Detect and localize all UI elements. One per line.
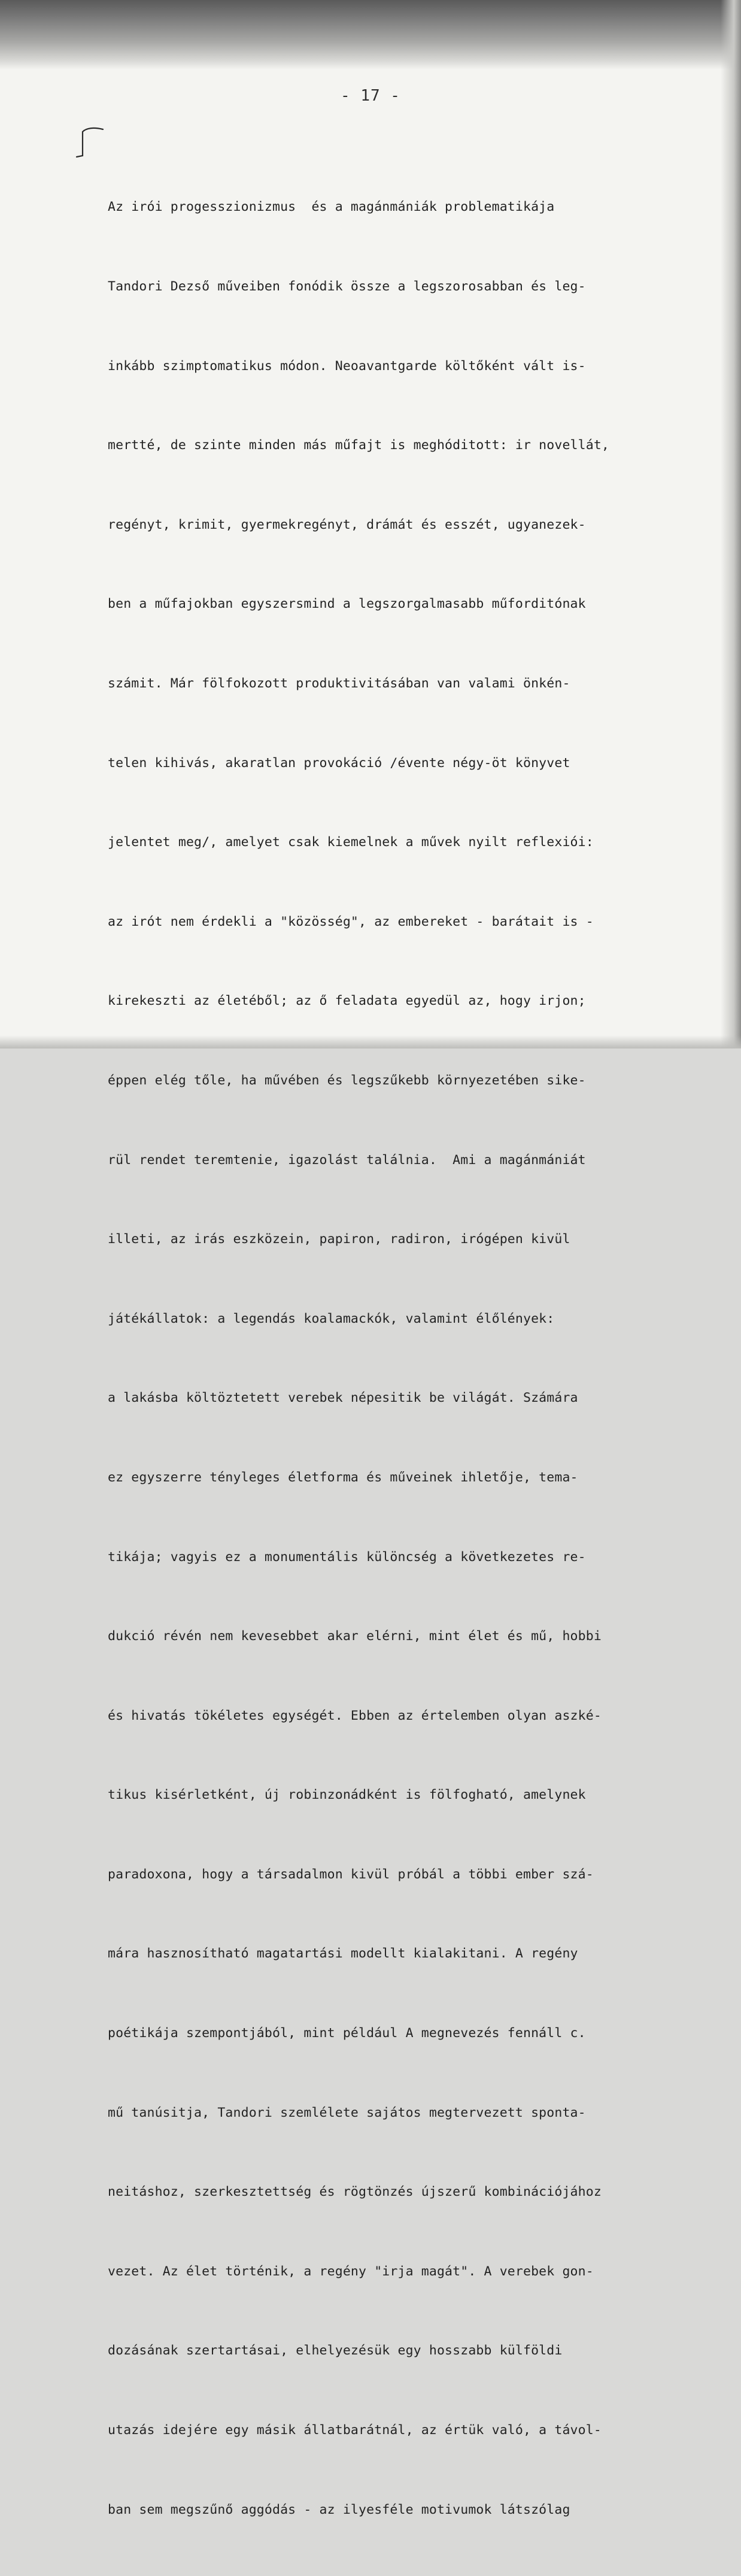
text-line: jelentet meg/, amelyet csak kiemelnek a művek nyilt reflexiói:	[108, 835, 594, 850]
text-line: dukció révén nem kevesebbet akar elérni, mint élet és mű, hobbi	[108, 1629, 602, 1644]
text-line: éppen elég tőle, ha művében és legszűkebb környezetében sike-	[108, 1072, 586, 1088]
text-line: mára hasznosítható magatartási modellt kialakitani. A regény	[108, 1946, 578, 1962]
text-line: vezet. Az élet történik, a regény "irja magát". A verebek gon-	[108, 2263, 594, 2279]
text-line: tikus kisérletként, új robinzonádként is fölfogható, amelynek	[108, 1787, 586, 1803]
text-line: tikája; vagyis ez a monumentális különcség a következetes re-	[108, 1549, 586, 1565]
body-text	[108, 141, 706, 2576]
text-line: a lakásba költöztetett verebek népesitik be világát. Számára	[108, 1390, 578, 1406]
text-line: poétikája szempontjából, mint például A megnevezés fennáll c.	[108, 2026, 586, 2041]
text-line: paradoxona, hogy a társadalmon kivül próbál a többi ember szá-	[108, 1866, 594, 1882]
text-line: ben a műfajokban egyszersmind a legszorgalmasabb műforditónak	[108, 596, 586, 612]
text-line: regényt, krimit, gyermekregényt, drámát és esszét, ugyanezek-	[108, 517, 586, 532]
text-line: játékállatok: a legendás koalamackók, valamint élőlények:	[108, 1311, 555, 1326]
text-line: dozásának szertartásai, elhelyezésük egy hosszabb külföldi	[108, 2343, 563, 2359]
text-line: Az irói progesszionizmus és a magánmániák problematikája	[108, 199, 555, 215]
text-line: neitáshoz, szerkesztettség és rögtönzés újszerű kombinációjához	[108, 2184, 602, 2200]
text-line: és hivatás tökéletes egységét. Ebben az értelemben olyan aszké-	[108, 1708, 602, 1723]
text-line: mertté, de szinte minden más műfajt is meghóditott: ir novellát,	[108, 438, 610, 453]
text-line: illeti, az irás eszközein, papiron, radiron, irógépen kivül	[108, 1232, 570, 1247]
text-line: inkább szimptomatikus módon. Neoavantgarde költőként vált is-	[108, 358, 586, 374]
text-line: telen kihivás, akaratlan provokáció /évente négy-öt könyvet	[108, 755, 570, 771]
text-line: rül rendet teremtenie, igazolást találnia. Ami a magánmániát	[108, 1152, 586, 1168]
text-line: kirekeszti az életéből; az ő feladata egyedül az, hogy irjon;	[108, 993, 586, 1009]
paragraph-bracket-mark	[75, 126, 104, 162]
text-line: ez egyszerre tényleges életforma és műveinek ihletője, tema-	[108, 1469, 578, 1485]
text-line: ban sem megszűnő aggódás - az ilyesféle motivumok látszólag	[108, 2502, 570, 2517]
text-line: számit. Már fölfokozott produktivitásában van valami önkén-	[108, 675, 570, 691]
text-line: Tandori Dezső műveiben fonódik össze a legszorosabban és leg-	[108, 279, 586, 294]
text-line: az irót nem érdekli a "közösség", az embereket - barátait is -	[108, 914, 594, 929]
page-number: - 17 -	[341, 87, 400, 105]
scan-top-shadow	[0, 0, 741, 69]
text-line: utazás idejére egy másik állatbarátnál, az értük való, a távol-	[108, 2423, 602, 2438]
text-line: mű tanúsitja, Tandori szemlélete sajátos megtervezett sponta-	[108, 2105, 586, 2120]
scan-right-edge	[721, 0, 741, 1048]
